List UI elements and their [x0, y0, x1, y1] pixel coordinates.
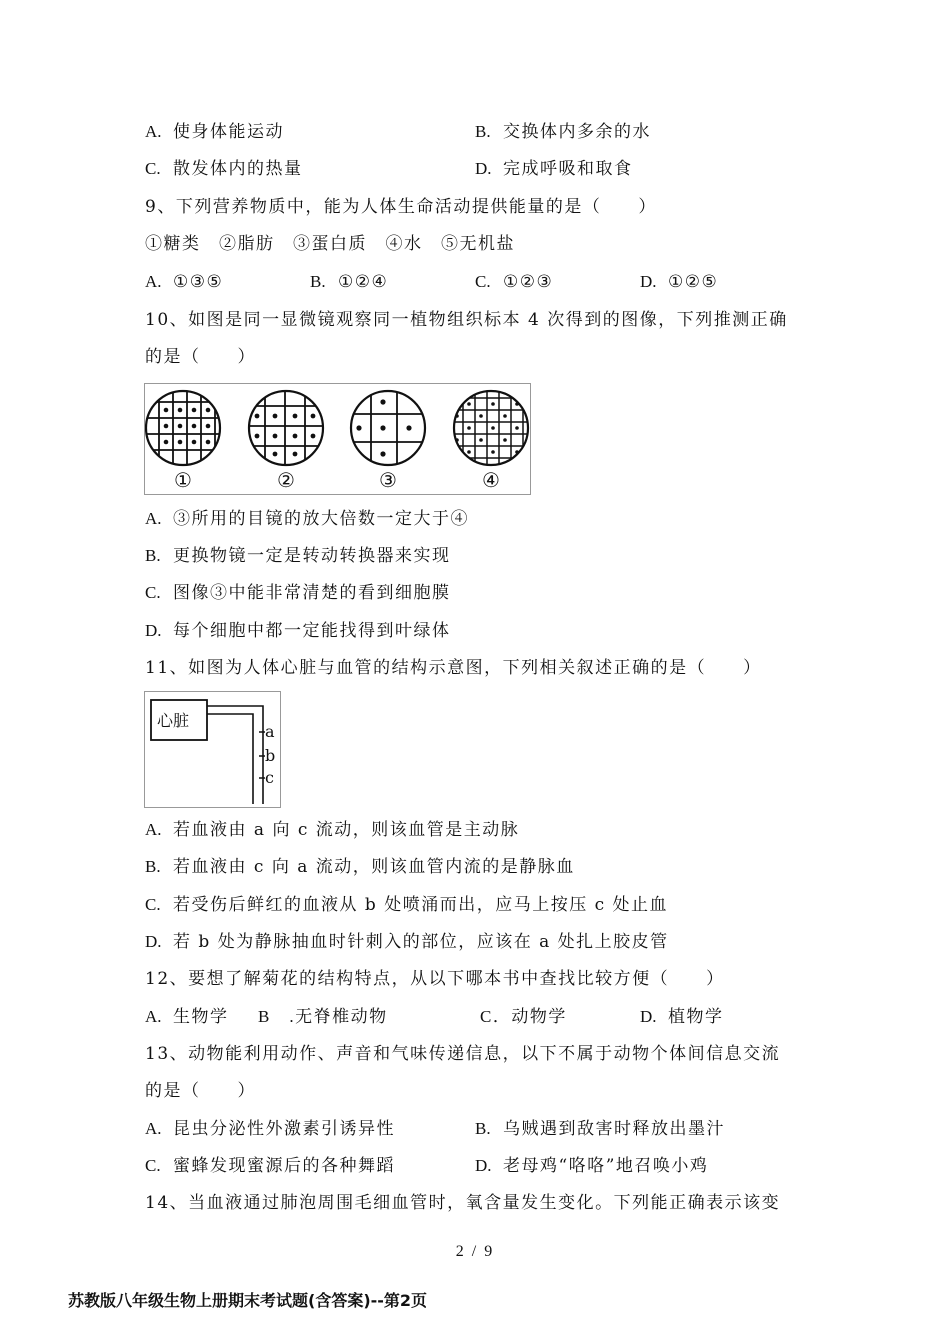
heart-label: 心脏	[157, 711, 190, 730]
q10-stem-line1: 10、如图是同一显微镜观察同一植物组织标本 4 次得到的图像，下列推测正确	[145, 310, 788, 330]
q12-option-c: C．动物学	[480, 1007, 567, 1027]
q10-option-d: D. 每个细胞中都一定能找得到叶绿体	[145, 621, 451, 641]
q11-option-a: A. 若血液由 a 向 c 流动，则该血管是主动脉	[145, 820, 520, 840]
q9-items: ①糖类 ②脂肪 ③蛋白质 ④水 ⑤无机盐	[145, 234, 515, 254]
q11-option-d: D. 若 b 处为静脉抽血时针刺入的部位，应该在 a 处扎上胶皮管	[145, 932, 669, 952]
q10-option-c: C. 图像③中能非常清楚的看到细胞膜	[145, 583, 451, 603]
document-footer: 苏教版八年级生物上册期末考试题(含答案)--第2页	[68, 1291, 428, 1310]
q11-option-b: B. 若血液由 c 向 a 流动，则该血管内流的是静脉血	[145, 857, 575, 877]
label-b: b	[265, 746, 276, 765]
microscope-view-3	[345, 384, 435, 474]
q13-stem-line2: 的是（ ）	[145, 1081, 256, 1101]
q13-option-d: D. 老母鸡“咯咯”地召唤小鸡	[475, 1156, 709, 1176]
microscope-label-1: ①	[174, 468, 192, 492]
q13-option-b: B. 乌贼遇到敌害时释放出墨汁	[475, 1119, 725, 1139]
q8-option-b: B. 交换体内多余的水	[475, 122, 651, 142]
vessel-inner-wall	[207, 714, 253, 804]
q9-option-b: B. ①②④	[310, 272, 389, 292]
microscope-label-4: ④	[482, 468, 500, 492]
q8-option-a: A. 使身体能运动	[145, 122, 284, 142]
q10-stem-line2: 的是（ ）	[145, 347, 256, 367]
heart-vessel-figure	[144, 691, 281, 808]
microscope-label-3: ③	[379, 468, 397, 492]
page-number: 2 / 9	[455, 1243, 495, 1260]
q9-stem: 9、下列营养物质中，能为人体生命活动提供能量的是（ ）	[145, 197, 657, 217]
q10-option-b: B. 更换物镜一定是转动转换器来实现	[145, 546, 451, 566]
q13-option-a: A. 昆虫分泌性外激素引诱异性	[145, 1119, 395, 1139]
q10-option-a: A. ③所用的目镜的放大倍数一定大于④	[145, 509, 469, 529]
label-a: a	[265, 722, 275, 741]
q11-stem: 11、如图为人体心脏与血管的结构示意图，下列相关叙述正确的是（ ）	[145, 658, 762, 678]
microscope-view-4	[445, 384, 530, 474]
q12-option-b: B .无脊椎动物	[258, 1007, 388, 1027]
microscope-view-1	[145, 384, 225, 474]
q14-stem-line1: 14、当血液通过肺泡周围毛细血管时，氧含量发生变化。下列能正确表示该变	[145, 1193, 781, 1213]
q12-option-a: A. 生物学	[145, 1007, 229, 1027]
q9-option-c: C. ①②③	[475, 272, 554, 292]
microscope-label-2: ②	[277, 468, 295, 492]
q9-option-a: A. ①③⑤	[145, 272, 224, 292]
q13-option-c: C. 蜜蜂发现蜜源后的各种舞蹈	[145, 1156, 395, 1176]
vessel-outer-wall	[207, 706, 263, 804]
q12-stem: 12、要想了解菊花的结构特点，从以下哪本书中查找比较方便（ ）	[145, 969, 725, 989]
label-c: c	[265, 768, 274, 787]
microscope-view-2	[245, 384, 330, 474]
microscope-views-figure	[144, 383, 531, 495]
q8-option-d: D. 完成呼吸和取食	[475, 159, 633, 179]
q13-stem-line1: 13、动物能利用动作、声音和气味传递信息，以下不属于动物个体间信息交流	[145, 1044, 781, 1064]
q8-option-c: C. 散发体内的热量	[145, 159, 303, 179]
q12-option-d: D. 植物学	[640, 1007, 724, 1027]
q9-option-d: D. ①②⑤	[640, 272, 719, 292]
q11-option-c: C. 若受伤后鲜红的血液从 b 处喷涌而出，应马上按压 c 处止血	[145, 895, 669, 915]
microscope-views-svg	[145, 384, 530, 494]
